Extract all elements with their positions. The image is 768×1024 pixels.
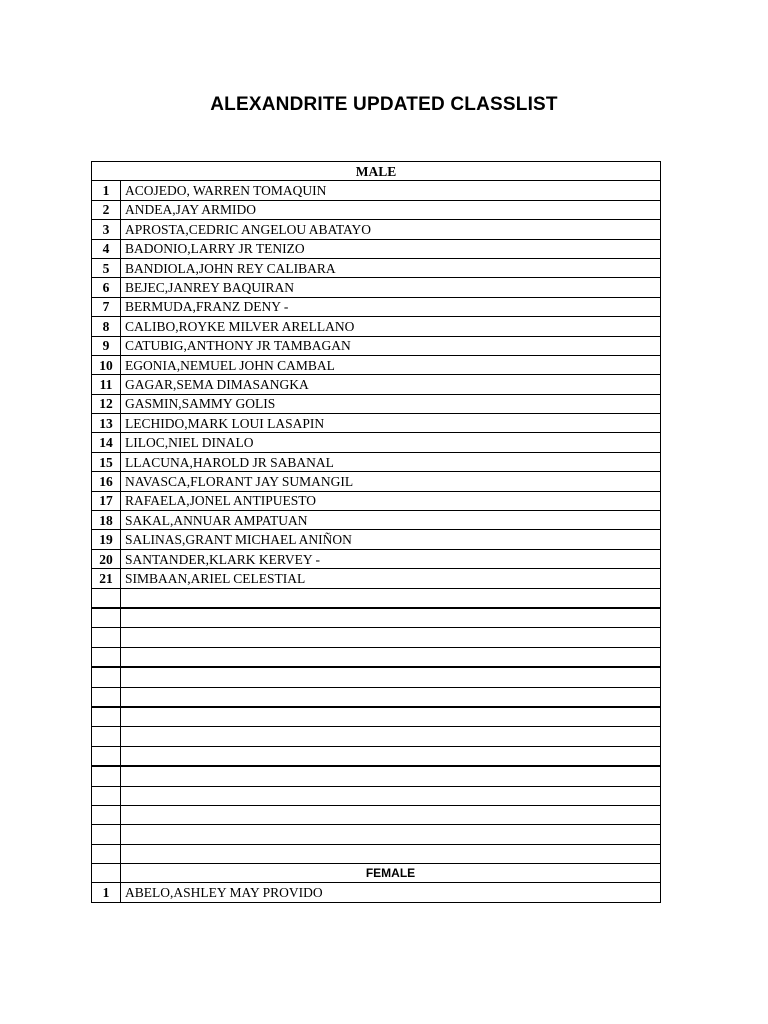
table-row xyxy=(92,433,661,452)
empty-row xyxy=(92,687,661,707)
empty-row xyxy=(92,647,661,667)
table-row xyxy=(92,375,661,394)
empty-name-cell xyxy=(121,707,661,727)
empty-row xyxy=(92,844,661,863)
empty-name-cell xyxy=(121,805,661,824)
student-number: 2 xyxy=(92,200,121,219)
empty-number-cell xyxy=(92,746,121,766)
student-name: EGONIA,NEMUEL JOHN CAMBAL xyxy=(121,355,661,374)
table-row xyxy=(92,452,661,471)
student-name: BADONIO,LARRY JR TENIZO xyxy=(121,239,661,258)
student-number: 15 xyxy=(92,452,121,471)
student-number: 6 xyxy=(92,278,121,297)
student-name: GAGAR,SEMA DIMASANGKA xyxy=(121,375,661,394)
student-name: SIMBAAN,ARIEL CELESTIAL xyxy=(121,569,661,588)
empty-name-cell xyxy=(121,588,661,608)
student-number: 17 xyxy=(92,491,121,510)
empty-name-cell xyxy=(121,667,661,687)
page-title: ALEXANDRITE UPDATED CLASSLIST xyxy=(210,94,558,115)
empty-number-cell xyxy=(92,805,121,824)
empty-number-cell xyxy=(92,864,121,883)
empty-row xyxy=(92,825,661,844)
student-name: SANTANDER,KLARK KERVEY - xyxy=(121,549,661,568)
student-name: BEJEC,JANREY BAQUIRAN xyxy=(121,278,661,297)
empty-number-cell xyxy=(92,628,121,647)
student-name: CALIBO,ROYKE MILVER ARELLANO xyxy=(121,317,661,336)
empty-row xyxy=(92,608,661,628)
student-number: 20 xyxy=(92,549,121,568)
table-row xyxy=(92,181,661,200)
table-row xyxy=(92,472,661,491)
student-number: 13 xyxy=(92,414,121,433)
male-header-row xyxy=(92,162,661,181)
student-name: BERMUDA,FRANZ DENY - xyxy=(121,297,661,316)
student-number: 7 xyxy=(92,297,121,316)
table-row xyxy=(92,883,661,902)
table-row xyxy=(92,200,661,219)
table-row xyxy=(92,355,661,374)
empty-number-cell xyxy=(92,786,121,805)
student-number: 21 xyxy=(92,569,121,588)
student-name: LILOC,NIEL DINALO xyxy=(121,433,661,452)
student-name: ACOJEDO, WARREN TOMAQUIN xyxy=(121,181,661,200)
student-number: 12 xyxy=(92,394,121,413)
student-name: GASMIN,SAMMY GOLIS xyxy=(121,394,661,413)
student-name: ABELO,ASHLEY MAY PROVIDO xyxy=(121,883,661,902)
table-row xyxy=(92,569,661,588)
empty-name-cell xyxy=(121,766,661,786)
empty-number-cell xyxy=(92,707,121,727)
student-number: 11 xyxy=(92,375,121,394)
empty-number-cell xyxy=(92,687,121,707)
table-row xyxy=(92,394,661,413)
empty-number-cell xyxy=(92,844,121,863)
empty-name-cell xyxy=(121,647,661,667)
empty-row xyxy=(92,707,661,727)
student-name: CATUBIG,ANTHONY JR TAMBAGAN xyxy=(121,336,661,355)
student-number: 4 xyxy=(92,239,121,258)
empty-name-cell xyxy=(121,825,661,844)
student-name: SAKAL,ANNUAR AMPATUAN xyxy=(121,511,661,530)
empty-name-cell xyxy=(121,608,661,628)
empty-row xyxy=(92,588,661,608)
empty-row xyxy=(92,667,661,687)
student-number: 1 xyxy=(92,181,121,200)
empty-row xyxy=(92,786,661,805)
empty-row xyxy=(92,766,661,786)
student-number: 19 xyxy=(92,530,121,549)
student-number: 8 xyxy=(92,317,121,336)
male-section-header: MALE xyxy=(92,162,661,181)
empty-number-cell xyxy=(92,667,121,687)
empty-row xyxy=(92,628,661,647)
table-row xyxy=(92,278,661,297)
empty-name-cell xyxy=(121,687,661,707)
table-row xyxy=(92,258,661,277)
empty-row xyxy=(92,727,661,746)
student-number: 5 xyxy=(92,258,121,277)
student-name: ANDEA,JAY ARMIDO xyxy=(121,200,661,219)
empty-name-cell xyxy=(121,727,661,746)
empty-number-cell xyxy=(92,766,121,786)
table-row xyxy=(92,511,661,530)
student-number: 1 xyxy=(92,883,121,902)
female-section-header: FEMALE xyxy=(121,864,661,883)
table-row xyxy=(92,239,661,258)
empty-name-cell xyxy=(121,628,661,647)
table-row xyxy=(92,530,661,549)
table-row xyxy=(92,297,661,316)
female-header-row xyxy=(92,864,661,883)
empty-number-cell xyxy=(92,825,121,844)
table-row xyxy=(92,491,661,510)
empty-row xyxy=(92,805,661,824)
table-row xyxy=(92,549,661,568)
student-number: 3 xyxy=(92,220,121,239)
empty-number-cell xyxy=(92,608,121,628)
student-name: SALINAS,GRANT MICHAEL ANIÑON xyxy=(121,530,661,549)
empty-name-cell xyxy=(121,844,661,863)
student-name: LECHIDO,MARK LOUI LASAPIN xyxy=(121,414,661,433)
student-number: 10 xyxy=(92,355,121,374)
classlist-body xyxy=(92,162,661,903)
student-number: 9 xyxy=(92,336,121,355)
student-name: RAFAELA,JONEL ANTIPUESTO xyxy=(121,491,661,510)
student-name: LLACUNA,HAROLD JR SABANAL xyxy=(121,452,661,471)
table-row xyxy=(92,317,661,336)
empty-number-cell xyxy=(92,588,121,608)
student-name: NAVASCA,FLORANT JAY SUMANGIL xyxy=(121,472,661,491)
empty-row xyxy=(92,746,661,766)
student-number: 16 xyxy=(92,472,121,491)
student-name: BANDIOLA,JOHN REY CALIBARA xyxy=(121,258,661,277)
student-number: 18 xyxy=(92,511,121,530)
empty-number-cell xyxy=(92,647,121,667)
student-number: 14 xyxy=(92,433,121,452)
empty-name-cell xyxy=(121,786,661,805)
table-row xyxy=(92,220,661,239)
empty-number-cell xyxy=(92,727,121,746)
table-row xyxy=(92,414,661,433)
table-row xyxy=(92,336,661,355)
student-name: APROSTA,CEDRIC ANGELOU ABATAYO xyxy=(121,220,661,239)
classlist-table xyxy=(91,161,661,903)
empty-name-cell xyxy=(121,746,661,766)
